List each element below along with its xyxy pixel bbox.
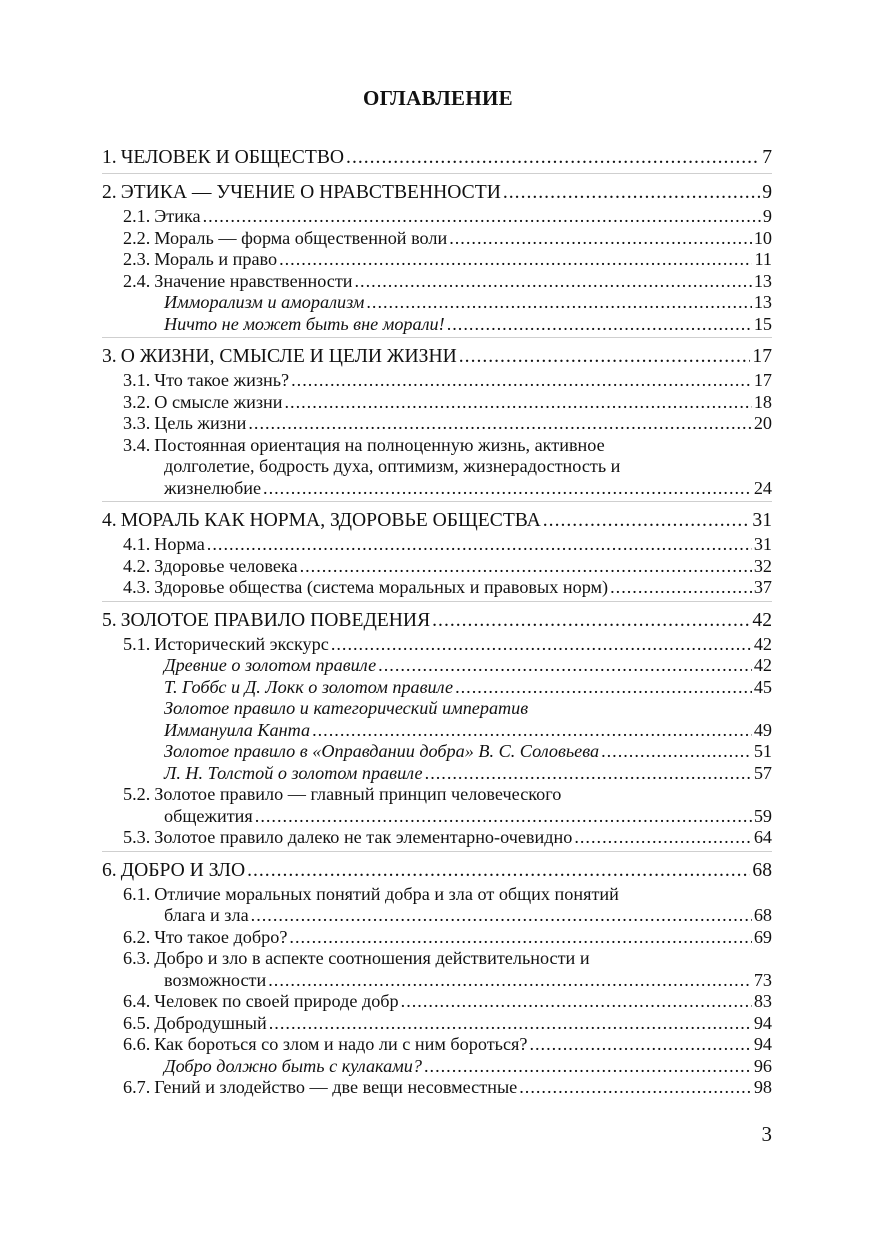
toc-entry[interactable] bbox=[102, 741, 772, 763]
toc-entry-page: 57 bbox=[753, 762, 772, 783]
toc-entry-number: 4.3. bbox=[123, 577, 151, 597]
dot-leader bbox=[574, 827, 751, 849]
toc-entry[interactable] bbox=[102, 249, 772, 271]
toc-entry-page: 98 bbox=[753, 1077, 772, 1097]
toc-entry-label bbox=[123, 534, 205, 556]
toc-entry-number: 5.1. bbox=[123, 633, 151, 654]
toc-entry[interactable] bbox=[102, 1034, 772, 1056]
toc-entry[interactable] bbox=[102, 720, 772, 742]
toc-entry-title: Этика bbox=[154, 206, 201, 226]
dot-leader bbox=[284, 392, 751, 414]
toc-entry-title: Т. Гоббс и Д. Локк о золотом правиле bbox=[164, 676, 454, 697]
toc-entry-number: 4. bbox=[102, 510, 117, 531]
toc-entry-label bbox=[164, 292, 364, 314]
toc-entry-title: Добродушный bbox=[154, 1012, 267, 1033]
toc-entry[interactable] bbox=[102, 905, 772, 927]
toc-entry-label bbox=[123, 884, 619, 906]
toc-entry-number: 5. bbox=[102, 609, 117, 631]
toc-entry[interactable] bbox=[102, 435, 772, 457]
toc-entry-label bbox=[123, 249, 277, 271]
toc-entry-page: 64 bbox=[753, 827, 772, 847]
toc-entry-label bbox=[123, 370, 289, 392]
dot-leader bbox=[610, 577, 752, 599]
toc-entry[interactable] bbox=[102, 970, 772, 992]
toc-entry-title: Что такое добро? bbox=[154, 926, 288, 947]
dot-leader bbox=[203, 206, 761, 228]
toc-entry-title: жизнелюбие bbox=[164, 477, 262, 498]
toc-entry-label bbox=[123, 271, 353, 293]
toc-entry-title: Здоровье общества (система моральных и правовых норм) bbox=[154, 577, 609, 597]
toc-entry-page: 31 bbox=[752, 510, 772, 531]
toc-entry-label bbox=[164, 698, 528, 720]
toc-entry-page: 20 bbox=[753, 413, 772, 433]
toc-entry[interactable] bbox=[102, 1077, 772, 1099]
dot-leader bbox=[503, 179, 760, 206]
toc-entry-page: 73 bbox=[753, 969, 772, 990]
toc-entry[interactable] bbox=[102, 392, 772, 414]
toc-entry[interactable] bbox=[102, 948, 772, 970]
toc-entry-title: Золотое правило — главный принцип человеческого bbox=[154, 784, 562, 804]
toc-entry-page: 42 bbox=[752, 609, 772, 631]
toc-entry-title: Имморализм и аморализм bbox=[164, 292, 365, 312]
toc-entry-page: 45 bbox=[753, 676, 772, 697]
toc-entry-number: 5.3. bbox=[123, 827, 151, 847]
toc-entry[interactable] bbox=[102, 456, 772, 478]
toc-entry-label bbox=[164, 741, 599, 763]
toc-entry-label bbox=[164, 314, 445, 336]
toc-entry-label bbox=[164, 763, 423, 785]
toc-entry[interactable] bbox=[102, 763, 772, 785]
toc-entry-page: 42 bbox=[753, 655, 772, 675]
toc-entry-page: 96 bbox=[753, 1055, 772, 1076]
toc-entry-page: 13 bbox=[753, 292, 772, 312]
dot-leader bbox=[366, 292, 751, 314]
toc-entry-title: Золотое правило далеко не так элементарно-очевидно bbox=[154, 827, 573, 847]
dot-leader bbox=[312, 720, 752, 742]
toc-entry[interactable] bbox=[102, 655, 772, 677]
dot-leader bbox=[425, 763, 752, 785]
toc-entry-label bbox=[123, 991, 399, 1013]
dot-leader bbox=[291, 370, 752, 392]
toc-entry-number: 1. bbox=[102, 147, 117, 168]
toc-entry-page: 18 bbox=[753, 391, 772, 412]
toc-entry[interactable] bbox=[102, 1056, 772, 1078]
toc-chapter bbox=[102, 857, 772, 1101]
toc-entry-page: 68 bbox=[753, 905, 772, 925]
toc-chapter-entry[interactable] bbox=[102, 857, 772, 884]
toc-entry-page: 69 bbox=[753, 926, 772, 947]
toc-entry-number: 3.3. bbox=[123, 413, 151, 433]
toc-entry-page: 10 bbox=[753, 227, 772, 248]
toc-entry-label bbox=[123, 1077, 517, 1099]
toc-entry-label bbox=[102, 507, 541, 534]
toc-entry-label bbox=[164, 1056, 422, 1078]
toc-entry-label bbox=[123, 435, 605, 457]
toc-chapter bbox=[102, 144, 772, 174]
toc-entry-title: Золотое правило в «Оправдании добра» В. С. Соловьева bbox=[164, 741, 600, 761]
toc-entry-title: Мораль — форма общественной воли bbox=[154, 227, 448, 248]
toc-chapter-entry[interactable] bbox=[102, 507, 772, 534]
toc-entry[interactable] bbox=[102, 1013, 772, 1035]
dot-leader bbox=[401, 991, 752, 1013]
page-title: ОГЛАВЛЕНИЕ bbox=[363, 86, 513, 110]
toc-entry-page: 94 bbox=[753, 1034, 772, 1054]
table-of-contents bbox=[102, 144, 772, 1106]
dot-leader bbox=[543, 507, 751, 534]
toc-entry-title: Здоровье человека bbox=[154, 555, 298, 576]
toc-entry-title: долголетие, бодрость духа, оптимизм, жизнерадостность и bbox=[164, 456, 621, 476]
toc-chapter bbox=[102, 507, 772, 602]
toc-entry-title: Л. Н. Толстой о золотом правиле bbox=[164, 762, 423, 783]
toc-entry-page: 32 bbox=[753, 555, 772, 576]
toc-entry-number: 2.4. bbox=[123, 270, 151, 291]
toc-entry-title: общежития bbox=[164, 805, 253, 826]
toc-entry[interactable] bbox=[102, 314, 772, 336]
dot-leader bbox=[378, 655, 752, 677]
toc-chapter-entry[interactable] bbox=[102, 144, 772, 171]
page-number: 3 bbox=[761, 1122, 772, 1146]
toc-entry-label bbox=[164, 655, 376, 677]
toc-entry-title: Ничто не может быть вне морали! bbox=[164, 313, 445, 334]
toc-entry[interactable] bbox=[102, 292, 772, 314]
dot-leader bbox=[331, 634, 752, 656]
toc-entry-title: Как бороться со злом и надо ли с ним бороться? bbox=[154, 1034, 528, 1054]
toc-entry-page: 94 bbox=[753, 1012, 772, 1033]
toc-entry-page: 15 bbox=[753, 313, 772, 334]
dot-leader bbox=[269, 1013, 752, 1035]
dot-leader bbox=[247, 857, 750, 884]
toc-entry-label bbox=[123, 577, 608, 599]
toc-entry-label bbox=[164, 677, 453, 699]
toc-entry-page: 68 bbox=[752, 859, 772, 881]
toc-entry[interactable] bbox=[102, 677, 772, 699]
toc-entry-label bbox=[123, 948, 590, 970]
toc-entry-page: 11 bbox=[754, 249, 772, 269]
toc-entry-number: 6.7. bbox=[123, 1077, 151, 1097]
dot-leader bbox=[289, 927, 751, 949]
dot-leader bbox=[355, 271, 752, 293]
toc-entry-label bbox=[102, 607, 430, 634]
toc-entry[interactable] bbox=[102, 271, 772, 293]
toc-chapter-entry[interactable] bbox=[102, 343, 772, 370]
toc-entry-number: 6.5. bbox=[123, 1012, 151, 1033]
dot-leader bbox=[255, 806, 752, 828]
toc-chapter-entry[interactable] bbox=[102, 179, 772, 206]
toc-entry-title: Исторический экскурс bbox=[154, 633, 329, 654]
toc-entry-label bbox=[102, 857, 245, 884]
toc-entry[interactable] bbox=[102, 206, 772, 228]
toc-entry-page: 51 bbox=[753, 741, 772, 761]
toc-entry-page: 37 bbox=[753, 577, 772, 597]
dot-leader bbox=[279, 249, 752, 271]
toc-entry-page: 31 bbox=[753, 534, 772, 554]
toc-entry-title: Значение нравственности bbox=[154, 270, 353, 291]
toc-entry-number: 2.1. bbox=[123, 206, 151, 226]
toc-entry-title: О смысле жизни bbox=[154, 391, 283, 412]
toc-entry-label bbox=[123, 1013, 267, 1035]
toc-entry-title: О ЖИЗНИ, СМЫСЛЕ И ЦЕЛИ ЖИЗНИ bbox=[120, 346, 457, 367]
toc-entry[interactable] bbox=[102, 577, 772, 599]
toc-entry-number: 6.4. bbox=[123, 991, 151, 1011]
toc-chapter-entry[interactable] bbox=[102, 607, 772, 634]
dot-leader bbox=[529, 1034, 751, 1056]
toc-entry-title: ДОБРО И ЗЛО bbox=[120, 859, 246, 881]
toc-entry-title: Иммануила Канта bbox=[164, 719, 311, 740]
toc-entry-number: 3. bbox=[102, 346, 117, 367]
toc-entry[interactable] bbox=[102, 991, 772, 1013]
dot-leader bbox=[519, 1077, 752, 1099]
toc-entry-title: ЭТИКА — УЧЕНИЕ О НРАВСТВЕННОСТИ bbox=[120, 182, 501, 203]
toc-entry[interactable] bbox=[102, 634, 772, 656]
toc-entry[interactable] bbox=[102, 556, 772, 578]
toc-entry-label bbox=[123, 413, 246, 435]
toc-entry-title: Добро и зло в аспекте соотношения действительности и bbox=[154, 948, 590, 968]
toc-entry[interactable] bbox=[102, 884, 772, 906]
toc-entry[interactable] bbox=[102, 698, 772, 720]
toc-entry[interactable] bbox=[102, 534, 772, 556]
toc-entry-number: 3.2. bbox=[123, 391, 151, 412]
toc-entry-label bbox=[164, 478, 261, 500]
toc-entry-label bbox=[123, 228, 447, 250]
toc-entry-label bbox=[123, 634, 329, 656]
toc-entry-number: 6.2. bbox=[123, 926, 151, 947]
dot-leader bbox=[459, 343, 751, 370]
toc-entry-label bbox=[123, 556, 298, 578]
dot-leader bbox=[432, 607, 750, 634]
toc-entry[interactable] bbox=[102, 413, 772, 435]
toc-entry-page: 17 bbox=[753, 370, 772, 390]
dot-leader bbox=[346, 144, 760, 171]
toc-entry-title: Гений и злодейство — две вещи несовместные bbox=[154, 1077, 518, 1097]
toc-entry[interactable] bbox=[102, 478, 772, 500]
toc-entry-page: 9 bbox=[762, 182, 772, 203]
toc-entry-page: 49 bbox=[753, 719, 772, 740]
toc-entry-label bbox=[102, 343, 457, 370]
toc-entry-label bbox=[164, 970, 266, 992]
dot-leader bbox=[455, 677, 752, 699]
toc-entry-number: 2.2. bbox=[123, 227, 151, 248]
toc-entry-page: 17 bbox=[752, 346, 772, 367]
dot-leader bbox=[300, 556, 752, 578]
dot-leader bbox=[268, 970, 752, 992]
toc-entry-number: 3.4. bbox=[123, 434, 151, 455]
toc-entry-label bbox=[164, 456, 620, 478]
toc-entry-title: Постоянная ориентация на полноценную жизнь, активное bbox=[154, 434, 605, 455]
toc-entry-label bbox=[123, 206, 201, 228]
toc-entry-label bbox=[123, 827, 572, 849]
toc-entry-label bbox=[164, 720, 310, 742]
toc-entry-label bbox=[102, 179, 501, 206]
toc-chapter bbox=[102, 343, 772, 502]
toc-entry-title: Добро должно быть с кулаками? bbox=[164, 1055, 422, 1076]
toc-entry-label bbox=[102, 144, 344, 171]
toc-entry-label bbox=[123, 1034, 527, 1056]
toc-entry-number: 6.3. bbox=[123, 948, 151, 968]
toc-entry-page: 7 bbox=[762, 147, 772, 168]
toc-entry-label bbox=[164, 905, 249, 927]
toc-entry[interactable] bbox=[102, 370, 772, 392]
dot-leader bbox=[263, 478, 752, 500]
toc-entry-title: возможности bbox=[164, 969, 267, 990]
dot-leader bbox=[251, 905, 752, 927]
toc-entry-title: Норма bbox=[154, 534, 205, 554]
toc-entry-number: 3.1. bbox=[123, 370, 151, 390]
toc-entry-page: 13 bbox=[753, 270, 772, 291]
dot-leader bbox=[207, 534, 752, 556]
toc-entry-title: ЧЕЛОВЕК И ОБЩЕСТВО bbox=[120, 147, 345, 168]
toc-entry-title: Цель жизни bbox=[154, 413, 247, 433]
toc-entry-title: блага и зла bbox=[164, 905, 249, 925]
toc-entry-label bbox=[123, 784, 561, 806]
toc-entry-number: 6.1. bbox=[123, 883, 151, 904]
toc-chapter bbox=[102, 179, 772, 338]
dot-leader bbox=[601, 741, 752, 763]
toc-entry-page: 9 bbox=[762, 206, 772, 226]
toc-entry-title: ЗОЛОТОЕ ПРАВИЛО ПОВЕДЕНИЯ bbox=[120, 609, 431, 631]
toc-entry[interactable] bbox=[102, 228, 772, 250]
toc-entry-title: Отличие моральных понятий добра и зла от общих понятий bbox=[154, 883, 619, 904]
toc-entry-title: Древние о золотом правиле bbox=[164, 655, 377, 675]
toc-entry-page: 42 bbox=[753, 633, 772, 654]
toc-entry[interactable] bbox=[102, 806, 772, 828]
toc-entry-title: Мораль и право bbox=[154, 249, 278, 269]
toc-entry-number: 5.2. bbox=[123, 784, 151, 804]
toc-entry[interactable] bbox=[102, 927, 772, 949]
toc-entry-title: Что такое жизнь? bbox=[154, 370, 290, 390]
toc-entry-page: 83 bbox=[753, 991, 772, 1011]
toc-entry-label bbox=[164, 806, 253, 828]
toc-entry-number: 6. bbox=[102, 859, 117, 881]
toc-entry-number: 4.2. bbox=[123, 555, 151, 576]
toc-entry-title: Золотое правило и категорический императив bbox=[164, 698, 529, 718]
toc-entry-title: МОРАЛЬ КАК НОРМА, ЗДОРОВЬЕ ОБЩЕСТВА bbox=[120, 510, 541, 531]
toc-entry-number: 6.6. bbox=[123, 1034, 151, 1054]
toc-entry-label bbox=[123, 392, 282, 414]
toc-entry-page: 24 bbox=[753, 477, 772, 498]
dot-leader bbox=[447, 314, 752, 336]
dot-leader bbox=[449, 228, 752, 250]
toc-entry-label bbox=[123, 927, 287, 949]
toc-entry[interactable] bbox=[102, 827, 772, 849]
dot-leader bbox=[248, 413, 751, 435]
toc-entry-number: 2. bbox=[102, 182, 117, 203]
toc-entry-number: 4.1. bbox=[123, 534, 151, 554]
toc-chapter bbox=[102, 607, 772, 852]
toc-entry-title: Человек по своей природе добр bbox=[154, 991, 399, 1011]
toc-entry[interactable] bbox=[102, 784, 772, 806]
dot-leader bbox=[424, 1056, 752, 1078]
toc-entry-number: 2.3. bbox=[123, 249, 151, 269]
toc-entry-page: 59 bbox=[753, 805, 772, 826]
